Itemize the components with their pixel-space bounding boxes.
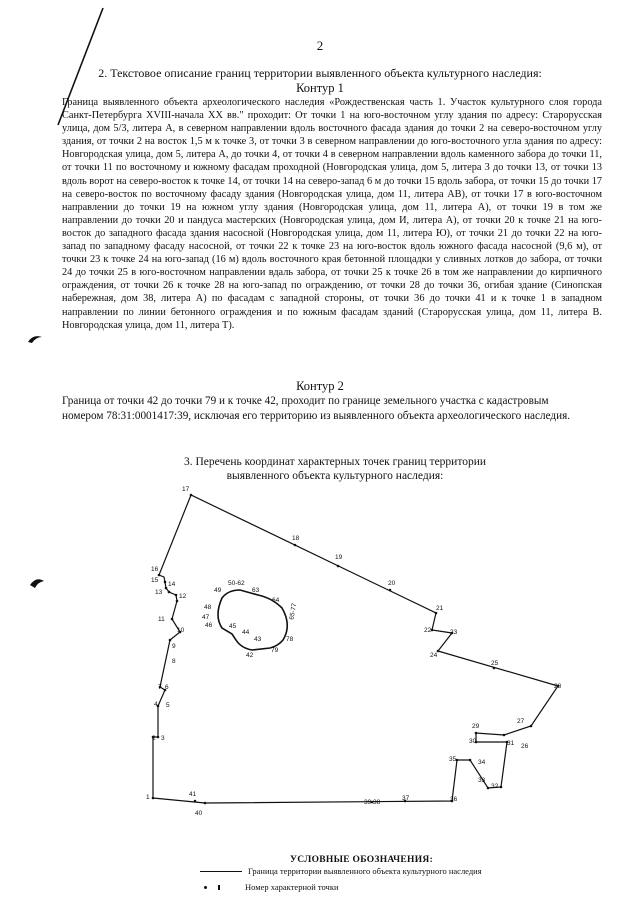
point-label-5: 5 bbox=[166, 702, 170, 709]
section-2-title: 2. Текстовое описание границ территории выявленного объекта культурного наследия: bbox=[98, 66, 542, 80]
point-label-33: 33 bbox=[478, 777, 486, 784]
margin-pen-stroke bbox=[58, 8, 103, 125]
point-label-35: 35 bbox=[449, 756, 457, 763]
point-label-15: 15 bbox=[151, 577, 159, 584]
point-label-11: 11 bbox=[158, 616, 165, 623]
point-label-22: 22 bbox=[424, 627, 432, 634]
legend-boundary-line bbox=[200, 871, 242, 872]
point-label-12: 12 bbox=[179, 593, 187, 600]
point-label-50-62: 50-62 bbox=[228, 580, 245, 587]
point-label-26: 26 bbox=[521, 743, 529, 750]
point-label-2: 2 bbox=[152, 735, 156, 742]
point-label-79: 79 bbox=[271, 647, 279, 654]
legend-boundary-label: Граница территории выявленного объекта культурного наследия bbox=[248, 866, 482, 876]
point-label-45: 45 bbox=[229, 623, 237, 630]
point-label-47: 47 bbox=[202, 614, 210, 621]
legend-point-symbol bbox=[204, 886, 207, 889]
point-label-1: 1 bbox=[146, 794, 150, 801]
section-3-title-line2: выявленного объекта культурного наследия: bbox=[226, 470, 444, 482]
point-label-43: 43 bbox=[254, 636, 262, 643]
contour-1-title: Контур 1 bbox=[296, 81, 344, 95]
section-3-title-line1: 3. Перечень координат характерных точек границ территории bbox=[183, 456, 487, 468]
point-label-36: 36 bbox=[450, 796, 458, 803]
point-label-28a: 28 bbox=[554, 683, 562, 690]
point-label-18: 18 bbox=[292, 535, 300, 542]
point-label-9: 9 bbox=[172, 643, 176, 650]
point-label-14: 14 bbox=[168, 581, 176, 588]
point-label-44: 44 bbox=[242, 629, 250, 636]
point-label-46: 46 bbox=[205, 622, 213, 629]
scan-mark bbox=[30, 579, 44, 588]
characteristic-points bbox=[152, 494, 560, 805]
point-label-29: 29 bbox=[472, 723, 480, 730]
legend-point-label: Номер характерной точки bbox=[245, 882, 339, 892]
point-label-78: 78 bbox=[286, 636, 294, 643]
point-label-13: 13 bbox=[155, 589, 163, 596]
point-label-17: 17 bbox=[182, 486, 190, 493]
legend-title: УСЛОВНЫЕ ОБОЗНАЧЕНИЯ: bbox=[290, 855, 434, 865]
point-label-27: 27 bbox=[517, 718, 525, 725]
point-label-16: 16 bbox=[151, 566, 159, 573]
legend-point-row bbox=[200, 882, 339, 892]
point-label-39-38: 39 38 bbox=[364, 799, 381, 806]
point-label-19: 19 bbox=[335, 554, 343, 561]
contour-1-boundary bbox=[153, 495, 558, 803]
point-label-41: 41 bbox=[189, 791, 197, 798]
point-label-3: 3 bbox=[161, 735, 165, 742]
point-label-4: 4 bbox=[154, 701, 158, 708]
legend-boundary-row bbox=[200, 866, 482, 876]
point-label-7: 7 bbox=[158, 684, 162, 691]
point-label-49: 49 bbox=[214, 587, 222, 594]
point-label-31: 31 bbox=[507, 740, 515, 747]
point-label-8: 8 bbox=[172, 658, 176, 665]
contour-2-description: Граница от точки 42 до точки 79 и к точке 42, проходит по границе земельного участка с кадастровым номером 78:31:0001417:39, исключая его территорию из выявленного объекта археологического наследия. bbox=[62, 395, 571, 422]
point-label-23: 23 bbox=[450, 629, 458, 636]
point-label-6: 6 bbox=[165, 684, 169, 691]
point-label-30: 30 bbox=[469, 738, 477, 745]
point-label-20: 20 bbox=[388, 580, 396, 587]
point-label-24: 24 bbox=[430, 652, 438, 659]
point-label-25: 25 bbox=[491, 660, 499, 667]
point-label-65-77: 65-77 bbox=[288, 602, 299, 621]
point-label-40: 40 bbox=[195, 810, 203, 817]
contour-1-description: Граница выявленного объекта археологического наследия «Рождественская часть 1. Участок культурного слоя города Санкт-Петербурга XVIII-начала XX вв." проходит: От точки 1 на юго-восточном углу здания по адресу: Старорусская улица, дом 5/3, литера А, в северном направлении вдоль восточного фасада здания до точки 2 на северо-восточном углу здания, от точки 2 на восток 1,5 м к точке 3, от точки 3 в северном направлении до юго-восточного угла здания по адресу: Новгородская улица, дом 5, литера А, до точки 4, от точки 4 в северном направлении вдоль каменного забора до точки 11, от точки 11 по восточному и южному фасадам проходной (Новгородская улица, дом 5, литера 3 до точки 13, от точки 13 вдоль ворот на северо-восток к точке 14, от точки 14 на северо-запад 6 м до точки 15 вдоль забора, от точки 15 до точки 17 на северо-восток по восточному фасаду здания (Новгородская улица, дом 11, литера АВ), от точки 17 в юго-восточном направлении до точки 19 на южном углу здания (Новгородская улица, дом 11, литера А), от точки 19 в том же направлении до точки 20 и пандуса мастерских (Новгородская улица, дом И, литера А), от точки 20 к точке 21 на юго-восток до западного фасада здания насосной (Новгородская улица, дом 11, литера Ю), от точки 21 до точки 22 на юго-запад по западному фасаду насосной, от точки 22 к точке 23 на юго-восток вдоль южного фасада насосной (9,6 м), от точки 23 к точке 24 на юго-запад (16 м) вдоль восточного края бетонной площадки у сливных лотков до забора, от точки 24 до точки 25 в юго-восточном направлении вдаль забора, от точки 25 к точке 26 в том же направлении до кирпичного ограждения, от точки 26 к точке 28 на юго-запад по ограждению, от точки 28 до точки 36, огибая здание (Синопская набережная, дом 38, литера А) по фасадам с западной стороны, от точки 36 до точки 41 и к точке 1 в западном направлении по линии бетонного ограждения и по южным фасадам зданий (Старорусская улица, дом 11, литера В. Новгородская улица, дом 11, литера Т). bbox=[62, 97, 602, 331]
page-number: 2 bbox=[316, 38, 324, 53]
point-label-42: 42 bbox=[246, 652, 254, 659]
point-label-32: 32 bbox=[491, 783, 499, 790]
scan-mark bbox=[28, 336, 42, 343]
point-label-37: 37 bbox=[402, 795, 410, 802]
point-label-64: 64 bbox=[272, 597, 280, 604]
point-label-63: 63 bbox=[252, 587, 260, 594]
point-label-10: 10 bbox=[177, 627, 185, 634]
point-label-48: 48 bbox=[204, 604, 212, 611]
point-label-21: 21 bbox=[436, 605, 444, 612]
point-label-34: 34 bbox=[478, 759, 486, 766]
contour-2-title: Контур 2 bbox=[296, 379, 344, 393]
